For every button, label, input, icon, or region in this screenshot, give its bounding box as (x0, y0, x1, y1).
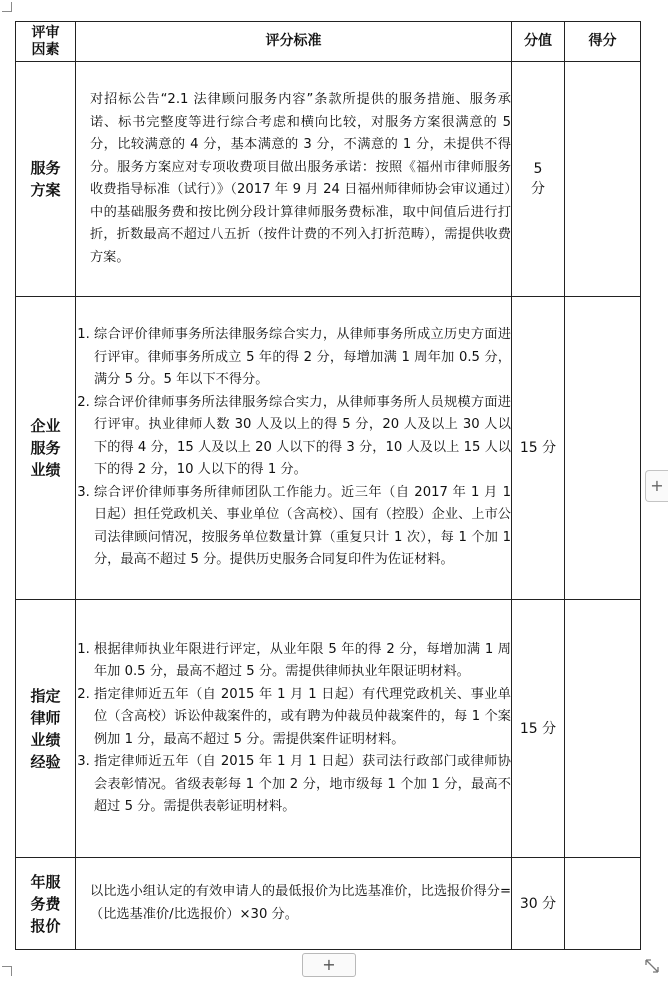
corner-mark-bottom-left (2, 966, 12, 976)
corner-mark-top-left (2, 2, 12, 12)
header-obtained: 得分 (565, 22, 641, 62)
points-cell: 30 分 (512, 858, 565, 950)
header-factor: 评审 因素 (16, 22, 76, 62)
resize-icon[interactable] (643, 957, 661, 975)
add-column-button[interactable] (645, 470, 668, 502)
criteria-cell (76, 858, 512, 950)
table-row (16, 62, 641, 297)
plus-icon: + (650, 476, 664, 495)
criteria-text: 以比选小组认定的有效申请人的最低报价为比选基准价，比选报价得分=（比选基准价/比选报价）×30 分。 (90, 884, 511, 922)
plus-icon: + (322, 955, 336, 974)
obtained-cell[interactable] (565, 297, 641, 600)
criteria-cell (76, 297, 512, 600)
criteria-item: 1. 综合评价律师事务所法律服务综合实力，从律师事务所成立历史方面进行评审。律师事务所成立 5 年的得 2 分，每增加满 1 周年加 0.5 分，满分 5 分。5 年以下不得分。 (94, 324, 511, 392)
factor-cell: 企业 服务 业绩 (16, 297, 76, 600)
points-cell: 5 分 (512, 62, 565, 297)
table-row (16, 858, 641, 950)
obtained-cell[interactable] (565, 858, 641, 950)
obtained-cell[interactable] (565, 600, 641, 858)
criteria-item: 2. 综合评价律师事务所法律服务综合实力，从律师事务所人员规模方面进行评审。执业律师人数 30 人及以上的得 5 分，20 人及以上 30 人以下的得 4 分，15 人及以上 20 人以下的得 3 分，10 人及以上 15 人以下的得 2 分，10 人以下的得 1 分。 (94, 392, 511, 482)
table-row (16, 297, 641, 600)
criteria-item: 2. 指定律师近五年（自 2015 年 1 月 1 日起）有代理党政机关、事业单位（含高校）诉讼仲裁案件的，或有聘为仲裁员仲裁案件的，每 1 个案例加 1 分，最高不超过 5 分。需提供案件证明材料。 (94, 684, 511, 752)
criteria-item: 3. 指定律师近五年（自 2015 年 1 月 1 日起）获司法行政部门或律师协会表彰情况。省级表彰每 1 个加 2 分，地市级每 1 个加 1 分，最高不超过 5 分。需提供表彰证明材料。 (94, 751, 511, 819)
obtained-cell[interactable] (565, 62, 641, 297)
criteria-item: 1. 根据律师执业年限进行评定，从业年限 5 年的得 2 分，每增加满 1 周年加 0.5 分，最高不超过 5 分。需提供律师执业年限证明材料。 (94, 639, 511, 684)
factor-cell: 年服 务费 报价 (16, 858, 76, 950)
criteria-cell (76, 600, 512, 858)
header-criteria: 评分标准 (76, 22, 512, 62)
header-row (16, 22, 641, 62)
criteria-cell (76, 62, 512, 297)
scoring-table (15, 21, 641, 950)
header-points: 分值 (512, 22, 565, 62)
criteria-text: 对招标公告“2.1 法律顾问服务内容”条款所提供的服务措施、服务承诺、标书完整度等进行综合考虑和横向比较，对服务方案很满意的 5 分，比较满意的 4 分，基本满意的 3 分，不满意的 1 分，未提供不得分。服务方案应对专项收费项目做出服务承诺：按照《福州市律师服务收费指导标准（试行）》（2017 年 9 月 24 日福州师律师协会审议通过）中的基础服务费和按比例分段计算律师服务费标准，取中间值后进行打折，折数最高不超过八五折（按件计费的不列入打折范畴），需提供收费方案。 (90, 92, 511, 265)
add-row-button[interactable] (302, 953, 356, 977)
table-row (16, 600, 641, 858)
points-cell: 15 分 (512, 297, 565, 600)
factor-cell: 指定 律师 业绩 经验 (16, 600, 76, 858)
factor-cell: 服务 方案 (16, 62, 76, 297)
points-cell: 15 分 (512, 600, 565, 858)
criteria-item: 3. 综合评价律师事务所律师团队工作能力。近三年（自 2017 年 1 月 1 日起）担任党政机关、事业单位（含高校）、国有（控股）企业、上市公司法律顾问情况，按服务单位数量计算（重复只计 1 次），每 1 个加 1 分，最高不超过 5 分。提供历史服务合同复印件为佐证材料。 (94, 482, 511, 572)
